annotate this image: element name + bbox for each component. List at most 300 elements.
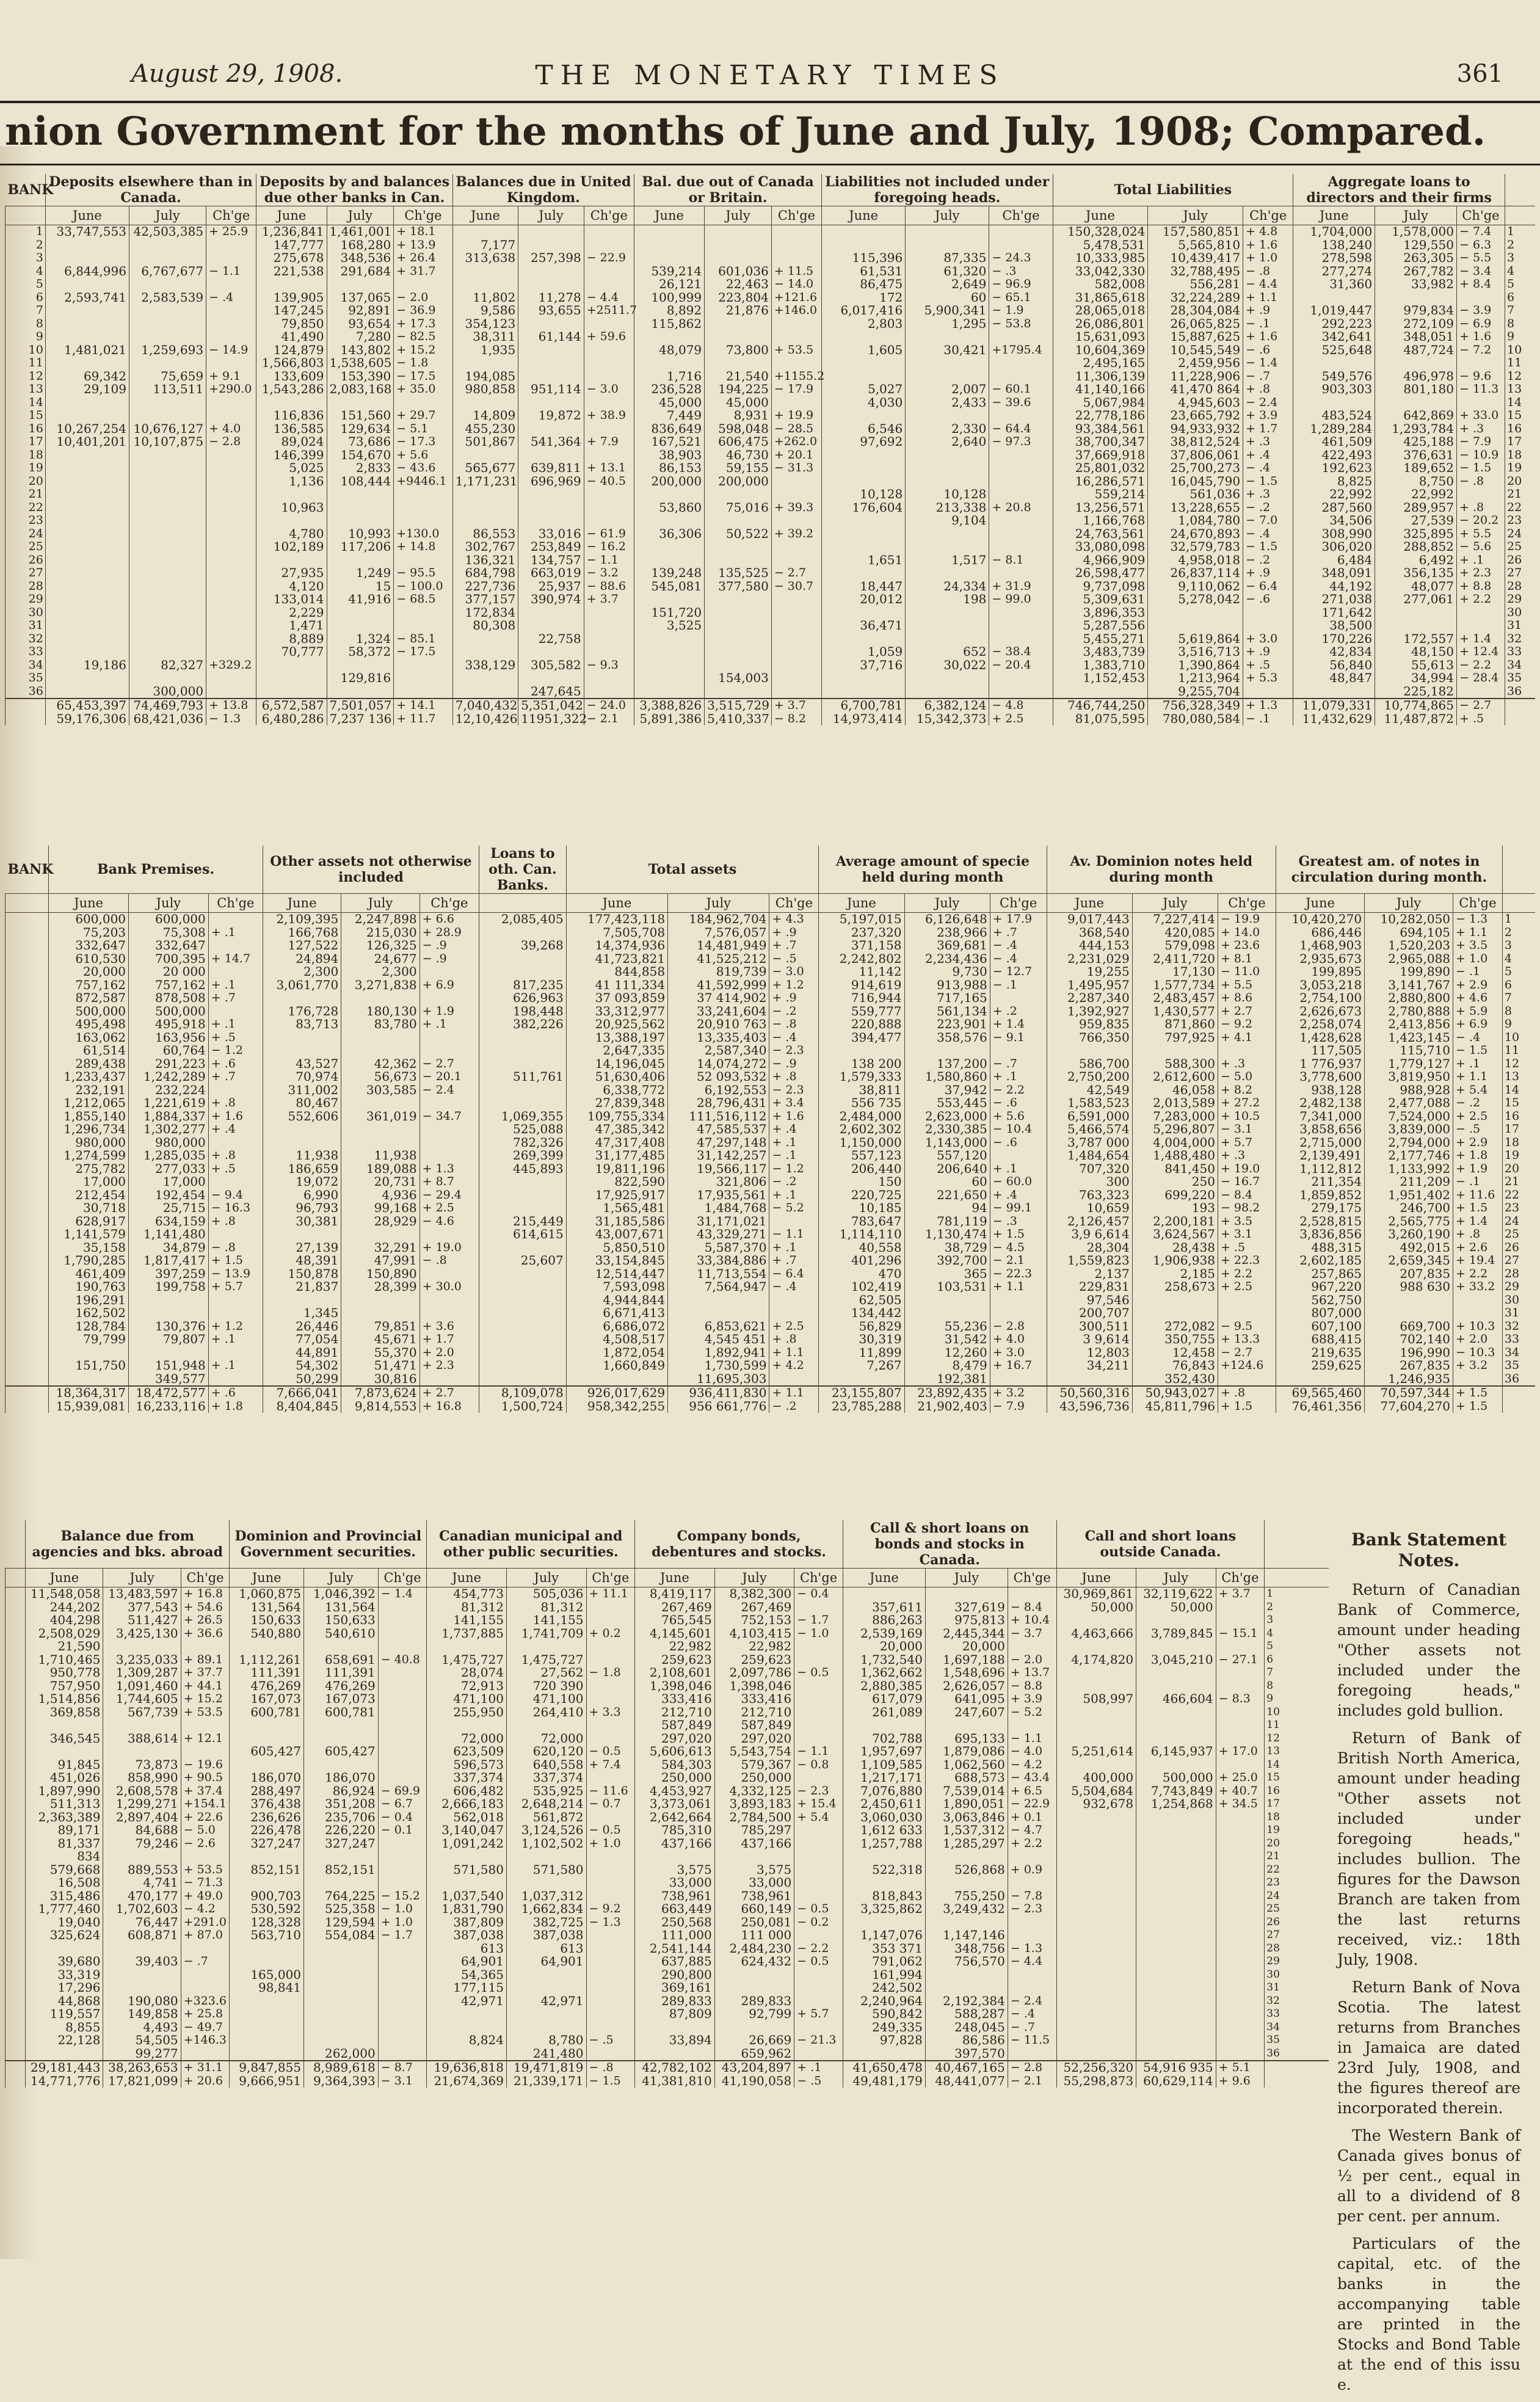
- cell-june: 12,803: [1047, 1346, 1132, 1360]
- cell-july: 172,557: [1375, 633, 1457, 646]
- table-row: [5, 1627, 1329, 1641]
- cell-change: [989, 672, 1053, 685]
- cell-june: 42,782,102: [635, 2061, 715, 2075]
- cell-change: [378, 2034, 427, 2047]
- row-number: 26: [1265, 1916, 1329, 1929]
- cell-july: [304, 1981, 379, 1995]
- cell-june: 2,139,491: [1276, 1149, 1365, 1163]
- cell-change: + .8: [769, 1333, 819, 1346]
- cell-june: 176,728: [263, 1005, 341, 1018]
- cell-july: 757,162: [129, 979, 209, 992]
- cell-change: [586, 1719, 635, 1732]
- cell-change: + 1.0: [1243, 252, 1293, 265]
- cell-june: 192,623: [1293, 462, 1375, 475]
- cell-july: 111,516,112: [668, 1110, 769, 1123]
- cell-july: 571,580: [506, 1863, 586, 1877]
- cell-july: [906, 606, 989, 620]
- cell-change: − 2.8: [990, 1320, 1047, 1333]
- cell-change: + 90.5: [181, 1771, 230, 1785]
- cell-change: + .3: [1218, 1058, 1276, 1071]
- cell-change: − .2: [769, 1005, 819, 1018]
- cell-july: [904, 1294, 990, 1307]
- cell-change: [584, 370, 634, 383]
- row-number: [5, 1320, 49, 1333]
- cell-change: + .4: [990, 1189, 1047, 1202]
- cell-july: 348,051: [1375, 330, 1457, 344]
- cell-june: 8,404,845: [263, 1400, 341, 1413]
- cell-june: 287,560: [1293, 501, 1375, 515]
- cell-change: − 31.3: [771, 462, 821, 475]
- cell-july: [518, 449, 584, 462]
- cell-change: [208, 965, 263, 979]
- cell-june: 2,287,340: [1047, 992, 1132, 1005]
- cell-july: [1375, 357, 1457, 370]
- cell-july: 2,330,385: [904, 1123, 990, 1136]
- cell-change: + 5.4: [794, 1811, 843, 1824]
- cell-change: [771, 633, 821, 646]
- cell-june: 237,320: [819, 926, 904, 940]
- row-number: 21: [5, 488, 46, 501]
- cell-june: 186,070: [230, 1771, 304, 1785]
- cell-change: + 1.9: [1453, 1163, 1503, 1176]
- cell-change: − 12.7: [990, 965, 1047, 979]
- cell-july: 567,739: [103, 1706, 181, 1719]
- cell-july: [304, 1876, 379, 1890]
- cell-change: [1216, 1680, 1265, 1693]
- cell-june: 115,396: [822, 252, 906, 265]
- cell-change: − 0.5: [586, 1745, 635, 1758]
- cell-july: 2,965,088: [1365, 952, 1453, 966]
- cell-july: 738,961: [714, 1890, 794, 1903]
- cell-june: 3,896,353: [1053, 606, 1148, 620]
- row-number: 36: [1265, 2047, 1329, 2061]
- bank-column-header-2: BANK: [5, 846, 49, 894]
- cell-change: [378, 1640, 427, 1653]
- cell-june: 791,062: [843, 1955, 925, 1968]
- cell-july: 186,070: [304, 1771, 379, 1785]
- cell-change: + 11.7: [394, 713, 453, 726]
- cell-change: + 4.0: [990, 1333, 1047, 1346]
- cell-june: 51,630,406: [566, 1070, 667, 1084]
- cell-june: 26,121: [634, 278, 704, 291]
- cell-june: 508,997: [1056, 1693, 1136, 1706]
- cell-june: 1,897,990: [26, 1785, 103, 1798]
- cell-june: 42,971: [427, 1995, 507, 2008]
- table-row: [5, 304, 1536, 317]
- cell-change: + 53.5: [771, 344, 821, 357]
- cell-july: [129, 252, 206, 265]
- cell-june: [635, 1850, 715, 1863]
- cell-change: − .1: [769, 1149, 819, 1163]
- cell-june: [256, 396, 327, 410]
- table-row: [5, 1254, 1536, 1268]
- cell-change: [584, 239, 634, 252]
- cell-june: 376,438: [230, 1798, 304, 1811]
- cell-july: 246,700: [1365, 1202, 1453, 1215]
- cell-july: 215,030: [341, 926, 420, 940]
- cell-july: 151,948: [129, 1359, 209, 1373]
- cell-june: 337,374: [427, 1771, 507, 1785]
- cell-july: 277,033: [129, 1163, 209, 1176]
- cell-june: 8,889: [256, 633, 327, 646]
- cell-change: + .5: [1218, 1241, 1276, 1255]
- cell-change: − 1.2: [769, 1163, 819, 1176]
- cell-change: − 5.2: [769, 1202, 819, 1215]
- cell-change: [1218, 1307, 1276, 1320]
- cell-change: [1008, 1850, 1056, 1863]
- row-number: 21: [1265, 1850, 1329, 1863]
- sub-header-june: June: [263, 894, 341, 913]
- cell-july: 801,180: [1375, 383, 1457, 396]
- cell-june: [452, 488, 518, 501]
- cell-change: + 1.1: [769, 1386, 819, 1400]
- cell-june: 41,381,810: [635, 2075, 715, 2088]
- table-row: [5, 449, 1536, 462]
- col-loans-other-banks: Loans to oth. Can. Banks.: [479, 846, 567, 894]
- cell-change: [1216, 1929, 1265, 1942]
- cell-july: [705, 225, 772, 239]
- cell-july: 300,000: [129, 685, 206, 699]
- cell-change: [1216, 1601, 1265, 1614]
- cell-july: 12,260: [904, 1346, 990, 1360]
- cell-change: − 8.2: [771, 713, 821, 726]
- sub-header-change: Ch'ge: [989, 206, 1053, 225]
- cell-july: [327, 488, 394, 501]
- cell-change: + 3.2: [990, 1386, 1047, 1400]
- cell-change: − .8: [1456, 475, 1505, 488]
- cell-change: − 7.9: [1456, 435, 1505, 449]
- cell-change: − 3.1: [378, 2075, 427, 2088]
- cell-june: 1,274,599: [49, 1149, 129, 1163]
- cell-june: [256, 672, 327, 685]
- sub-header-june: June: [566, 894, 667, 913]
- cell-june: [634, 540, 704, 554]
- row-number: [5, 1890, 26, 1903]
- cell-change: + 1.4: [1456, 633, 1505, 646]
- cell-july: [518, 317, 584, 331]
- cell-change: [1008, 1929, 1056, 1942]
- row-number: 36: [1505, 685, 1535, 699]
- cell-july: [518, 370, 584, 383]
- cell-july: 511,427: [103, 1614, 181, 1627]
- cell-july: 25,937: [518, 580, 584, 593]
- cell-july: [129, 357, 206, 370]
- cell-july: 33,384,886: [668, 1254, 769, 1268]
- cell-change: − 60.1: [989, 383, 1053, 396]
- cell-june: [45, 449, 129, 462]
- cell-change: [1216, 1706, 1265, 1719]
- cell-june: 2,258,074: [1276, 1018, 1365, 1031]
- cell-change: − 2.3: [769, 1044, 819, 1058]
- cell-july: 258,673: [1132, 1280, 1218, 1294]
- cell-change: [206, 567, 256, 580]
- cell-july: 1,133,992: [1365, 1163, 1453, 1176]
- cell-july: [327, 278, 394, 291]
- cell-july: 154,003: [705, 672, 772, 685]
- cell-june: [566, 1373, 667, 1387]
- cell-june: 766,350: [1047, 1031, 1132, 1045]
- cell-june: 3,836,856: [1276, 1228, 1365, 1241]
- cell-july: 624,432: [714, 1955, 794, 1968]
- row-number: 2: [1505, 239, 1535, 252]
- cell-june: 10,659: [1047, 1202, 1132, 1215]
- cell-change: + .8: [208, 1149, 263, 1163]
- cell-july: 45,000: [705, 396, 772, 410]
- cell-july: 21,902,403: [904, 1400, 990, 1413]
- cell-change: − .2: [1453, 1097, 1503, 1110]
- cell-july: [304, 1942, 379, 1956]
- table-title-text: nion Government for the months of June and July, 1908; Compared.: [5, 109, 1486, 154]
- cell-june: 3 9,614: [1047, 1333, 1132, 1346]
- cell-july: 600,000: [129, 913, 209, 926]
- cell-june: 333,416: [635, 1693, 715, 1706]
- cell-change: − 2.0: [394, 291, 453, 305]
- cell-change: + .9: [1243, 645, 1293, 659]
- cell-change: − 2.2: [990, 1084, 1047, 1097]
- cell-june: 38,811: [819, 1084, 904, 1097]
- cell-june: 186,659: [263, 1163, 341, 1176]
- table-row: [5, 239, 1536, 252]
- cell-july: [518, 239, 584, 252]
- cell-change: + 8.7: [420, 1175, 479, 1189]
- cell-change: − 5.1: [394, 423, 453, 436]
- cell-change: [206, 685, 256, 699]
- cell-june: 2,880,385: [843, 1680, 925, 1693]
- cell-july: 250,081: [714, 1916, 794, 1929]
- cell-july: 1,213,964: [1148, 672, 1243, 685]
- cell-july: [518, 344, 584, 357]
- cell-july: 3,819,950: [1365, 1070, 1453, 1084]
- cell-june: 765,545: [635, 1614, 715, 1627]
- cell-change: [181, 1968, 230, 1982]
- cell-change: + 27.2: [1218, 1097, 1276, 1110]
- cell-june: [230, 1850, 304, 1863]
- cell-change: − 9.2: [586, 1903, 635, 1916]
- cell-july: 7,576,057: [668, 926, 769, 940]
- cell-july: 1,293,784: [1375, 423, 1457, 436]
- cell-june: [230, 1995, 304, 2008]
- cell-july: 250,000: [714, 1771, 794, 1785]
- cell-june: 79,799: [49, 1333, 129, 1346]
- cell-july: 84,688: [103, 1824, 181, 1837]
- sub-header-change: Ch'ge: [584, 206, 634, 225]
- cell-july: 94,933,932: [1148, 423, 1243, 436]
- cell-change: + 53.5: [181, 1863, 230, 1877]
- cell-june: 617,079: [843, 1693, 925, 1706]
- cell-june: 7,593,098: [566, 1280, 667, 1294]
- row-number: 31: [1505, 619, 1535, 633]
- cell-june: 1,605: [822, 344, 906, 357]
- cell-july: 11,713,554: [668, 1268, 769, 1281]
- cell-change: +323.6: [181, 1995, 230, 2008]
- cell-june: 807,000: [1276, 1307, 1365, 1320]
- row-number: 12: [1502, 1058, 1535, 1071]
- cell-change: − 10.4: [990, 1123, 1047, 1136]
- cell-change: + 5.7: [208, 1280, 263, 1294]
- table-row: [5, 672, 1536, 685]
- cell-change: − 95.5: [394, 567, 453, 580]
- cell-change: − 1.5: [1243, 475, 1293, 488]
- cell-june: 18,447: [822, 580, 906, 593]
- cell-june: 37 093,859: [566, 992, 667, 1005]
- cell-change: + 19.0: [1218, 1163, 1276, 1176]
- cell-july: [129, 330, 206, 344]
- cell-value: 525,088: [479, 1123, 567, 1136]
- cell-change: [1453, 1373, 1503, 1387]
- cell-change: + 20.1: [771, 449, 821, 462]
- cell-june: 586,700: [1047, 1058, 1132, 1071]
- cell-june: [45, 567, 129, 580]
- cell-july: 11,278: [518, 291, 584, 305]
- cell-july: 348,536: [327, 252, 394, 265]
- cell-july: [506, 1640, 586, 1653]
- cell-june: 172: [822, 291, 906, 305]
- row-number: [5, 1981, 26, 1995]
- cell-change: + 25.9: [206, 225, 256, 239]
- cell-july: 496,978: [1375, 370, 1457, 383]
- table-row: [5, 1280, 1536, 1294]
- cell-june: 628,917: [49, 1215, 129, 1228]
- cell-change: [206, 540, 256, 554]
- row-number: 3: [1505, 252, 1535, 265]
- cell-june: 80,467: [263, 1097, 341, 1110]
- sub-header-july: July: [1365, 894, 1453, 913]
- cell-july: 45,811,796: [1132, 1400, 1218, 1413]
- cell-change: − 1.7: [794, 1614, 843, 1627]
- cell-july: 7,237 136: [327, 713, 394, 726]
- cell-change: + 19.4: [1453, 1254, 1503, 1268]
- cell-july: 38,812,524: [1148, 435, 1243, 449]
- cell-july: 7,501,057: [327, 698, 394, 713]
- cell-july: 1,398,046: [714, 1680, 794, 1693]
- table-row: [5, 1876, 1329, 1890]
- cell-july: 248,045: [925, 2021, 1008, 2034]
- cell-change: − 0.1: [378, 1824, 427, 1837]
- note-paragraph: The Western Bank of Canada gives bonus of ½ per cent., equal in all to a dividend of 8 per cent. per annum.: [1337, 2127, 1520, 2225]
- col-total-assets: Total assets: [566, 846, 819, 894]
- table-row: [5, 685, 1536, 699]
- row-number: [5, 1903, 26, 1916]
- cell-june: [452, 278, 518, 291]
- cell-june: 76,461,356: [1276, 1400, 1365, 1413]
- cell-june: [230, 2008, 304, 2021]
- row-number: [5, 1294, 49, 1307]
- row-number: [5, 2008, 26, 2021]
- sub-header-change: Ch'ge: [206, 206, 256, 225]
- sub-header-blank: [479, 894, 567, 913]
- cell-july: 68,421,036: [129, 713, 206, 726]
- cell-june: 56,829: [819, 1320, 904, 1333]
- cell-july: 37,942: [904, 1084, 990, 1097]
- row-number: [1502, 1400, 1535, 1413]
- cell-change: [1243, 619, 1293, 633]
- cell-july: 700,395: [129, 952, 209, 966]
- cell-june: [452, 685, 518, 699]
- cell-june: 2,363,389: [26, 1811, 103, 1824]
- cell-june: 1,091,242: [427, 1837, 507, 1851]
- cell-july: 111,391: [304, 1666, 379, 1680]
- cell-july: 43,329,271: [668, 1228, 769, 1241]
- sub-header-june: June: [49, 894, 129, 913]
- cell-july: 6,126,648: [904, 913, 990, 926]
- cell-june: 785,310: [635, 1824, 715, 1837]
- cell-june: [452, 265, 518, 278]
- cell-june: [1056, 1732, 1136, 1746]
- cell-july: 26,065,825: [1148, 317, 1243, 331]
- cell-june: [263, 1044, 341, 1058]
- cell-change: [794, 1693, 843, 1706]
- cell-july: 32,119,622: [1136, 1587, 1216, 1601]
- cell-july: [1136, 1758, 1216, 1772]
- cell-july: [906, 475, 989, 488]
- cell-july: 24,334: [906, 580, 989, 593]
- cell-july: 206,640: [904, 1163, 990, 1176]
- cell-july: [1136, 1955, 1216, 1968]
- cell-july: 1,730,599: [668, 1359, 769, 1373]
- row-number: 31: [1502, 1307, 1535, 1320]
- cell-july: 5,619,864: [1148, 633, 1243, 646]
- cell-change: − 29.4: [420, 1189, 479, 1202]
- cell-june: 7,449: [634, 409, 704, 423]
- cell-june: 738,961: [635, 1890, 715, 1903]
- cell-july: 291,684: [327, 265, 394, 278]
- cell-june: 623,509: [427, 1745, 507, 1758]
- cell-change: − 8.4: [1008, 1601, 1056, 1614]
- cell-change: [989, 685, 1053, 699]
- cell-change: [769, 1215, 819, 1228]
- cell-change: [586, 1942, 635, 1956]
- cell-change: + 7.9: [584, 435, 634, 449]
- cell-change: − 7.9: [990, 1400, 1047, 1413]
- cell-july: 199,758: [129, 1280, 209, 1294]
- cell-june: 42,834: [1293, 645, 1375, 659]
- cell-june: 83,713: [263, 1018, 341, 1031]
- cell-june: 9,586: [452, 304, 518, 317]
- cell-july: [327, 606, 394, 620]
- cell-june: 1,475,727: [427, 1653, 507, 1667]
- row-number: [1502, 1386, 1535, 1400]
- cell-change: − 27.1: [1216, 1653, 1265, 1667]
- cell-change: + 1.7: [1243, 423, 1293, 436]
- cell-change: [1216, 1863, 1265, 1877]
- cell-june: [634, 633, 704, 646]
- cell-change: − 8.1: [989, 554, 1053, 567]
- table-row: [5, 540, 1536, 554]
- cell-change: [794, 1653, 843, 1667]
- cell-july: 192,381: [904, 1373, 990, 1387]
- cell-june: 315,486: [26, 1890, 103, 1903]
- row-number: 4: [1502, 952, 1535, 966]
- cell-change: − 1.5: [1456, 462, 1505, 475]
- cell-change: − 1.1: [584, 554, 634, 567]
- cell-july: [1136, 1706, 1216, 1719]
- cell-change: + .6: [208, 1058, 263, 1071]
- cell-july: 388,614: [103, 1732, 181, 1746]
- cell-june: 14,973,414: [822, 713, 906, 726]
- cell-june: 12,514,447: [566, 1268, 667, 1281]
- cell-june: [1056, 1955, 1136, 1968]
- cell-change: − 7.8: [1008, 1890, 1056, 1903]
- cell-june: 610,530: [49, 952, 129, 966]
- cell-change: + 1.8: [208, 1400, 263, 1413]
- cell-change: + 2.3: [420, 1359, 479, 1373]
- cell-change: − 9.6: [1456, 370, 1505, 383]
- row-number: 18: [1505, 449, 1535, 462]
- row-number: 15: [1265, 1771, 1329, 1785]
- cell-change: + 16.8: [420, 1400, 479, 1413]
- cell-change: − .1: [990, 979, 1047, 992]
- row-number: 9: [5, 330, 46, 344]
